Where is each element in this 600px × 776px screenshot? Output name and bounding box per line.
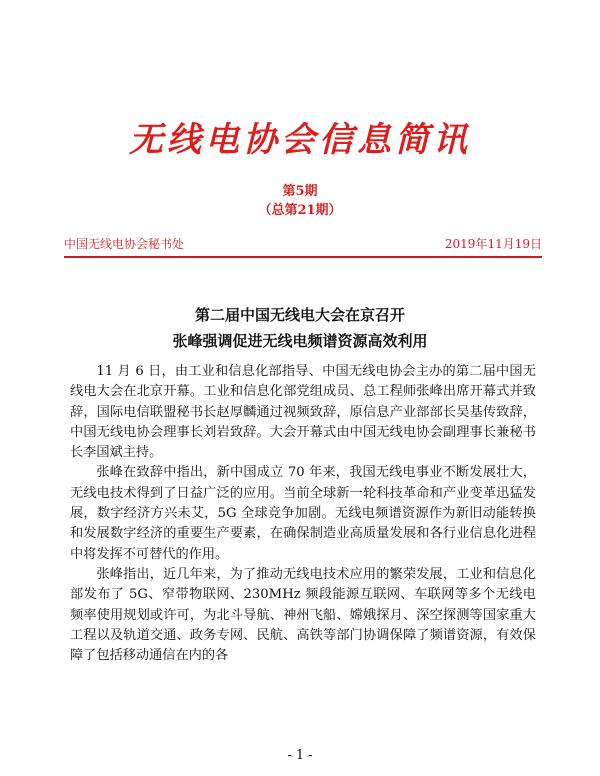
- publisher-name: 中国无线电协会秘书处: [64, 237, 185, 251]
- issue-total-number: （总第21期）: [258, 203, 342, 218]
- article-paragraph: 11 月 6 日，由工业和信息化部指导、中国无线电协会主办的第二届中国无线电大会在北京开幕。工业和信息化部党组成员、总工程师张峰出席开幕式并致辞，国际电信联盟秘书长赵厚麟通过视频致辞，原信息产业部部长吴基传致辞，中国无线电协会理事长刘岩致辞。大会开幕式由中国无线电协会副理事长兼秘书长李国斌主持。: [70, 364, 536, 461]
- red-divider-rule: [64, 256, 542, 258]
- article-headline: 第二届中国无线电大会在京召开: [194, 306, 405, 324]
- publication-date: 2019年11月19日: [444, 237, 542, 251]
- article-body: [70, 362, 536, 666]
- issue-number: 第5期: [282, 184, 318, 199]
- newsletter-masthead: 无线电协会信息简讯: [129, 120, 471, 160]
- article-subheadline: 张峰强调促进无线电频谱资源高效利用: [172, 332, 428, 350]
- article-paragraph: 张峰在致辞中指出，新中国成立 70 年来，我国无线电事业不断发展壮大，无线电技术得到了日益广泛的应用。当前全球新一轮科技革命和产业变革迅猛发展，数字经济方兴未艾，5G 全球竞争加剧。无线电频谱资源作为新旧动能转换和发展数字经济的重要生产要素，在确保制造业高质量发展和各行业信息化进程中将发挥不可替代的作用。: [70, 465, 536, 562]
- article-paragraph: 张峰指出，近几年来，为了推动无线电技术应用的繁荣发展，工业和信息化部发布了 5G、窄带物联网、230MHz 频段能源互联网、车联网等多个无线电频率使用规划或许可，为北斗导航、神州飞船、嫦娥探月、深空探测等国家重大工程以及轨道交通、政务专网、民航、高铁等部门协调保障了频谱资源，有效保障了包括移动通信在内的各: [70, 566, 536, 664]
- page-number: - 1 -: [287, 748, 313, 763]
- publication-meta: [64, 235, 542, 252]
